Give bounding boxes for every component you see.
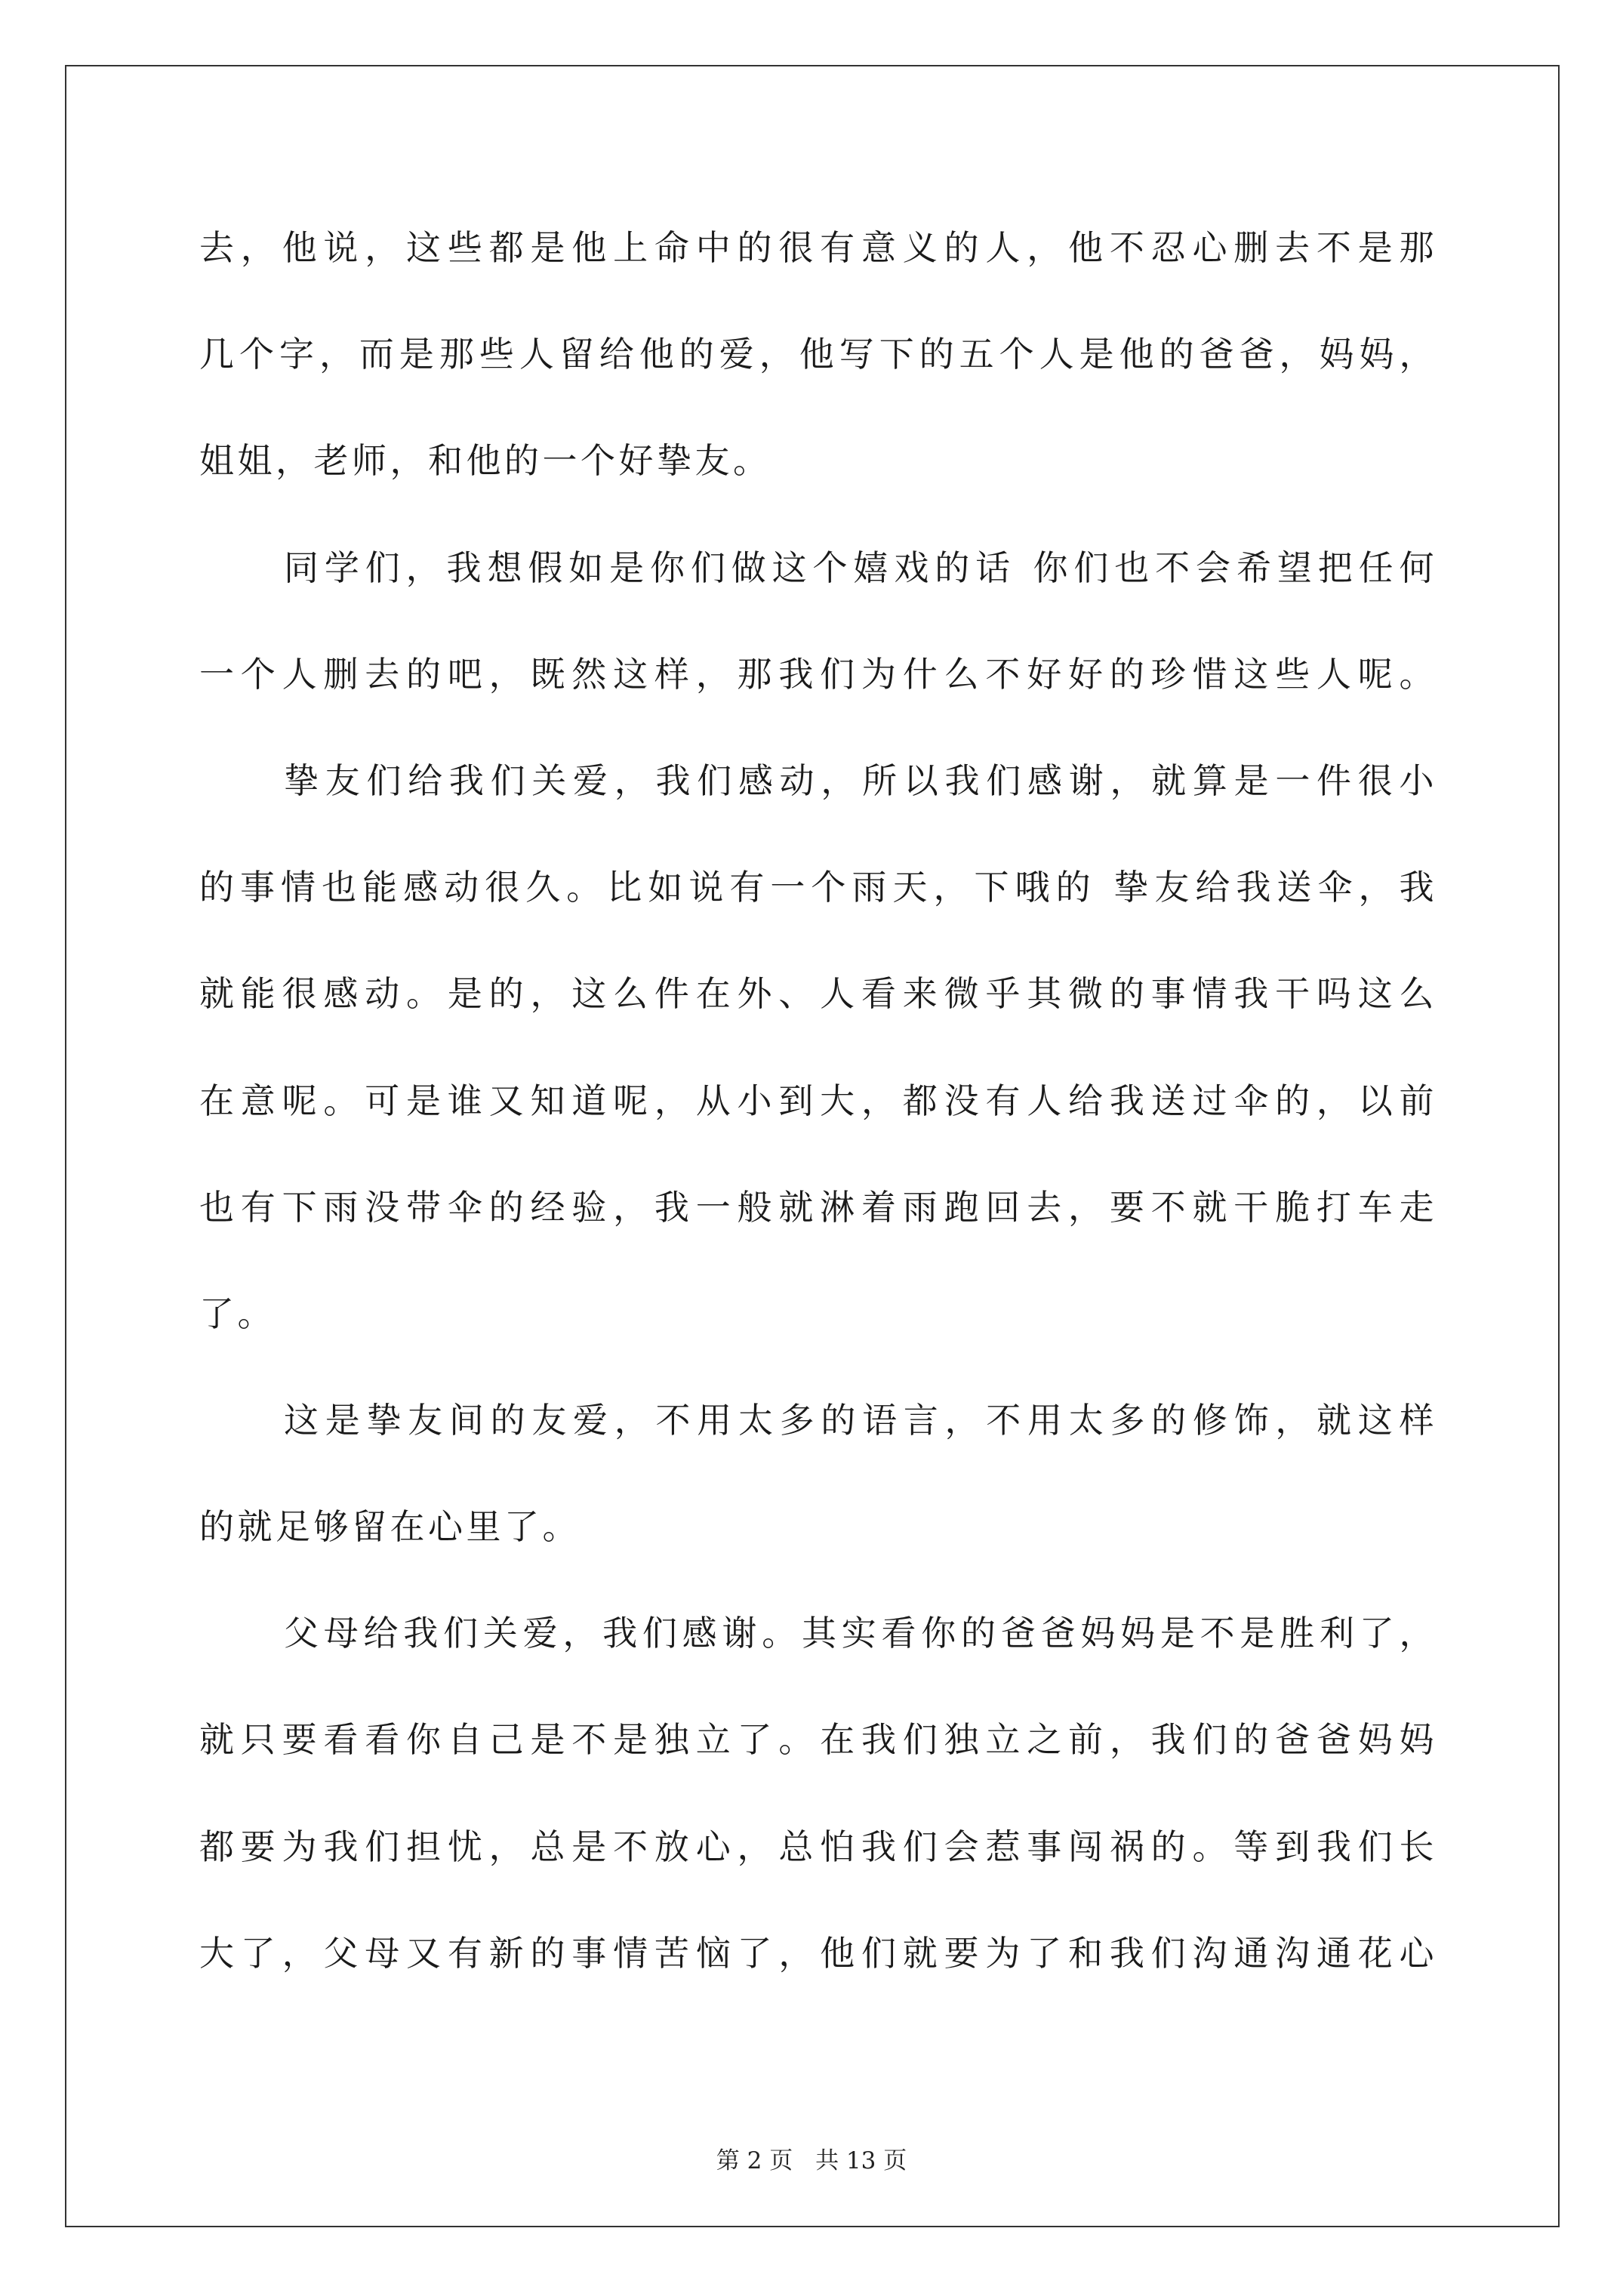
paragraph-first-line: 同学们，我想假如是你们做这个嬉戏的话 你们也不会希望把任何 [284,547,1437,588]
text-line: 的就足够留在心里了。 [199,1506,581,1547]
text-line: 也有下雨没带伞的经验，我一般就淋着雨跑回去，要不就干脆打车走 [199,1187,1437,1228]
paragraph-first-line: 这是挚友间的友爱，不用太多的语言，不用太多的修饰，就这样 [284,1400,1437,1441]
text-line: 就能很感动。是的，这么件在外、人看来微乎其微的事情我干吗这么 [199,973,1437,1014]
page-border [65,65,1560,2227]
page-footer [0,2146,1623,2176]
text-line: 都要为我们担忧，总是不放心，总怕我们会惹事闯祸的。等到我们长 [199,1826,1437,1867]
text-line: 大了，父母又有新的事情苦恼了，他们就要为了和我们沟通沟通花心 [199,1933,1437,1974]
text-line: 就只要看看你自己是不是独立了。在我们独立之前，我们的爸爸妈妈 [199,1719,1437,1760]
text-line: 几个字，而是那些人留给他的爱，他写下的五个人是他的爸爸，妈妈， [199,334,1437,374]
paragraph-first-line: 挚友们给我们关爱，我们感动，所以我们感谢，就算是一件很小 [284,760,1437,801]
page-total: 共 13 页 [815,2147,907,2174]
text-line: 的事情也能感动很久。比如说有一个雨天，下哦的 挚友给我送伞，我 [199,867,1437,908]
text-line: 了。 [199,1293,276,1334]
text-line: 姐姐，老师，和他的一个好挚友。 [199,440,771,481]
text-line: 去，他说，这些都是他上命中的很有意义的人，他不忍心删去不是那 [199,227,1437,268]
paragraph-first-line: 父母给我们关爱，我们感谢。其实看你的爸爸妈妈是不是胜利了， [284,1613,1437,1653]
text-line: 在意呢。可是谁又知道呢，从小到大，都没有人给我送过伞的，以前 [199,1080,1437,1121]
text-line: 一个人删去的吧，既然这样，那我们为什么不好好的珍惜这些人呢。 [199,654,1437,695]
page-number: 第 2 页 [716,2147,793,2174]
